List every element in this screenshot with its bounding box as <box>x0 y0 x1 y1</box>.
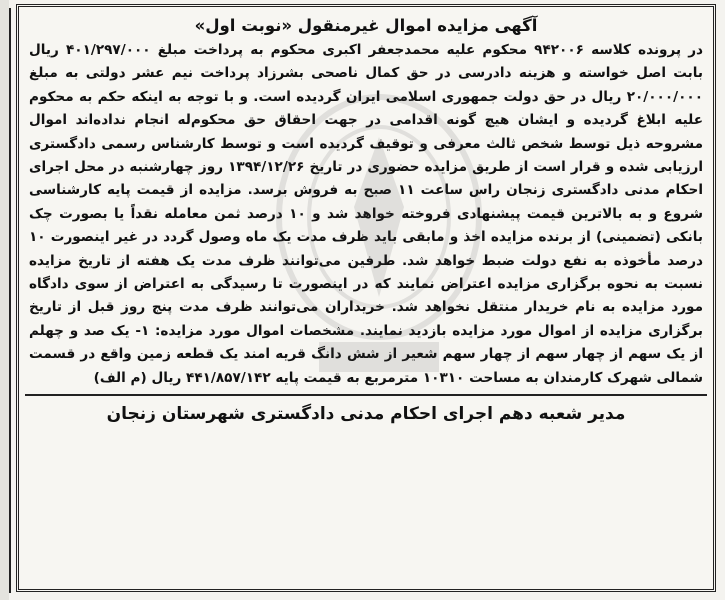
column-divider <box>9 8 11 593</box>
page-edge-strip <box>0 0 9 600</box>
footer-separator <box>25 394 707 396</box>
auction-notice <box>16 4 716 592</box>
notice-body: در پرونده کلاسه ۹۴۲۰۰۶ محکوم علیه محمدجعفر اکبری محکوم به پرداخت مبلغ ۴۰۱/۲۹۷/۰۰۰ ریال بابت اصل خواسته و هزینه دادرسی در حق کمال ناصحی بشرزاد پرداخت نیم عشر دولتی به مبلغ ۲۰/۰۰۰/۰۰۰ ریال در حق دولت جمهوری اسلامی ایران گردیده است. و با توجه به اینکه حکم به محکوم علیه ابلاغ گردیده و ایشان هیچ گونه اقدامی در جهت احقاق حق محکوم‌له انجام نداده‌اند اموال مشروحه ذیل توسط شخص ثالث معرفی و توقیف گردیده است و توسط کارشناس رسمی دادگستری ارزیابی شده و قرار است از طریق مزایده حضوری در تاریخ ۱۳۹۴/۱۲/۲۶ روز چهارشنبه در محل اجرای احکام مدنی دادگستری زنجان راس ساعت ۱۱ صبح به فروش برسد. مزایده از قیمت پایه کارشناسی شروع و به بالاترین قیمت پیشنهادی فروخته خواهد شد و ۱۰ درصد ثمن معامله نقداً یا بصورت چک بانکی (تضمینی) از برنده مزایده اخذ و مابقی باید ظرف مدت یک ماه وصول گردد در غیر اینصورت ۱۰ درصد مأخوذه به نفع دولت ضبط خواهد شد. طرفین می‌توانند ظرف مدت یک هفته از تاریخ مزایده نسبت به نحوه برگزاری مزایده اعتراض نمایند که در اینصورت تا رسیدگی به اعتراض از سوی دادگاه مورد مزایده به نام خریدار منتقل نخواهد شد. خریداران می‌توانند ظرف مدت پنج روز قبل از تاریخ برگزاری مزایده از اموال مورد مزایده بازدید نمایند. مشخصات اموال مورد مزایده: ۱- یک صد و چهلم از یک سهم از چهار سهم از چهار سهم شعیر از شش دانگ قریه امند یک قطعه زمین واقع در قسمت شمالی شهرک کارمندان به مساحت ۱۰۳۱۰ مترمربع به قیمت پایه ۴۴۱/۸۵۷/۱۴۲ ریال (م الف) <box>29 42 704 386</box>
notice-title: آگهی مزایده اموال غیرمنقول «نوبت اول» <box>194 16 538 35</box>
notice-signature: مدیر شعبه دهم اجرای احکام مدنی دادگستری شهرستان زنجان <box>106 404 626 425</box>
